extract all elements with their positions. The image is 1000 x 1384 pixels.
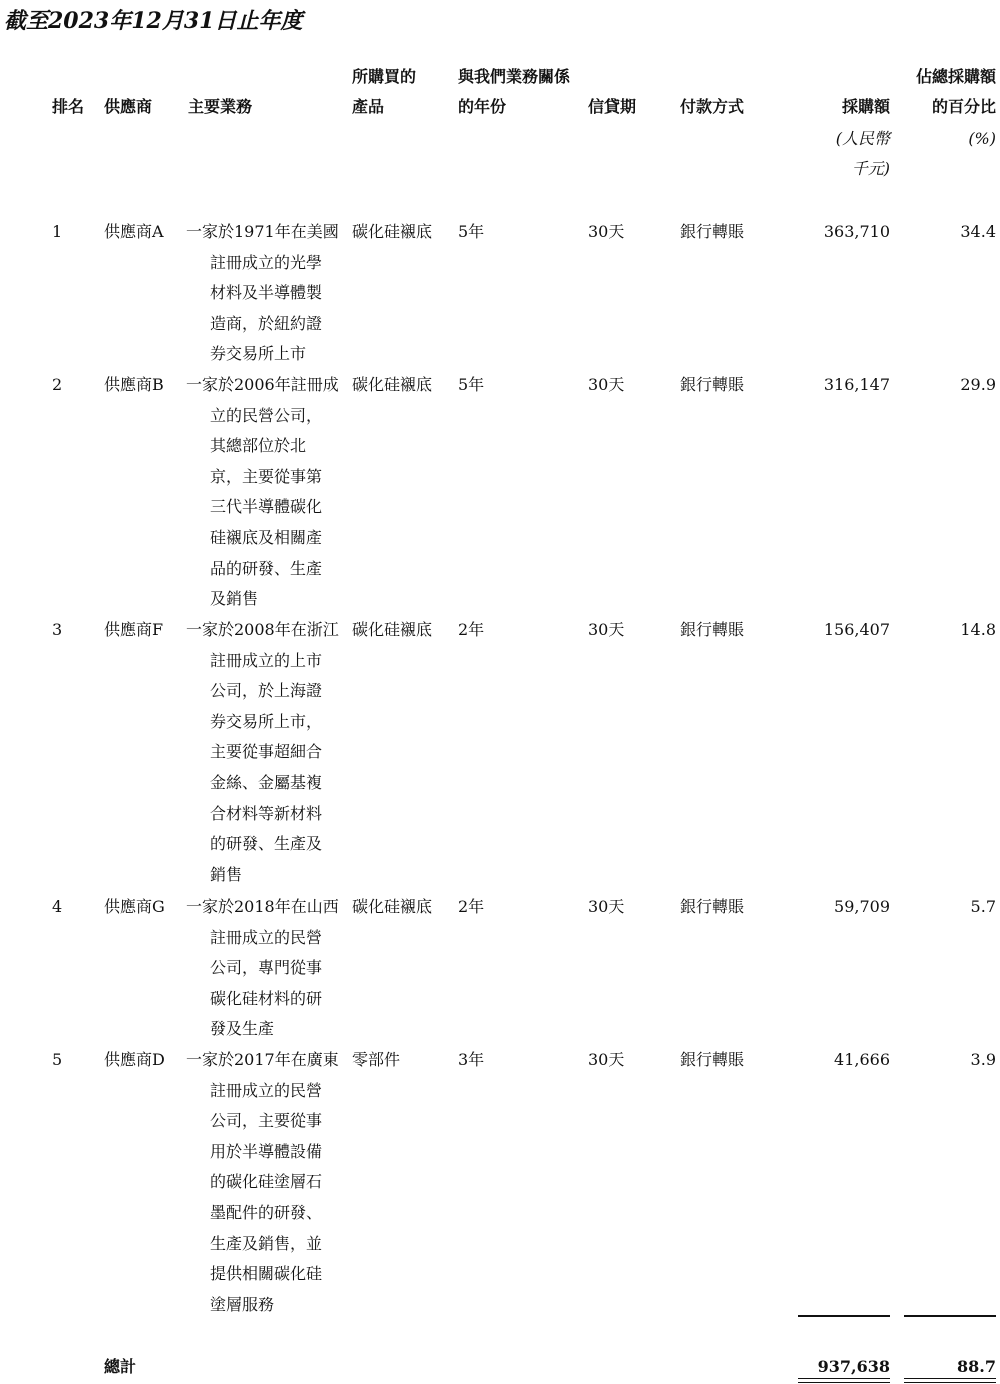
amount-cell: 41,666 xyxy=(834,1050,890,1069)
amount-cell: 156,407 xyxy=(823,620,890,639)
header-years-line2: 的年份 xyxy=(458,97,507,116)
total-label: 總計 xyxy=(104,1357,137,1376)
page-title: 截至2023年12月31日止年度 xyxy=(4,8,303,34)
amount-cell: 363,710 xyxy=(823,222,890,241)
payment-cell: 銀行轉賬 xyxy=(680,222,745,241)
business-line: 提供相關碳化硅 xyxy=(210,1264,323,1284)
business-line: 一家於2008年在浙江 xyxy=(186,620,339,639)
business-line: 生產及銷售，並 xyxy=(210,1233,323,1253)
header-amount-unit-line1: (人民幣 xyxy=(835,129,890,148)
header-business: 主要業務 xyxy=(188,97,253,116)
business-line: 品的研發、生產 xyxy=(210,558,323,578)
business-line: 註冊成立的民營 xyxy=(210,1080,323,1100)
business-line: 註冊成立的上市 xyxy=(210,650,323,670)
total-pct: 88.7 xyxy=(957,1357,996,1376)
business-line: 公司，專門從事 xyxy=(210,958,323,978)
payment-cell: 銀行轉賬 xyxy=(680,1050,745,1069)
business-line: 發及生產 xyxy=(210,1019,275,1039)
header-pct-unit: (%) xyxy=(968,129,996,148)
business-line: 註冊成立的光學 xyxy=(210,252,323,272)
pct-cell: 5.7 xyxy=(970,897,996,916)
business-line: 塗層服務 xyxy=(210,1294,275,1314)
total-amount: 937,638 xyxy=(817,1357,890,1376)
business-line: 一家於2017年在廣東 xyxy=(186,1050,339,1069)
credit-cell: 30天 xyxy=(588,620,625,639)
business-line: 合材料等新材料 xyxy=(210,803,323,823)
header-payment: 付款方式 xyxy=(680,97,745,116)
business-line: 主要從事超細合 xyxy=(210,742,323,762)
business-line: 墨配件的研發、 xyxy=(210,1202,323,1222)
header-rank: 排名 xyxy=(52,97,85,116)
header-supplier: 供應商 xyxy=(104,97,153,116)
payment-cell: 銀行轉賬 xyxy=(680,620,745,639)
rank-cell: 3 xyxy=(52,620,63,639)
business-line: 一家於2018年在山西 xyxy=(186,897,339,916)
business-line: 其總部位於北 xyxy=(210,436,307,456)
rank-cell: 2 xyxy=(52,375,63,394)
business-line: 材料及半導體製 xyxy=(210,283,323,303)
product-cell: 零部件 xyxy=(352,1050,401,1069)
business-cell xyxy=(186,370,346,615)
business-line: 券交易所上市 xyxy=(210,344,307,364)
header-amount: 採購額 xyxy=(841,97,890,116)
business-cell xyxy=(186,615,346,890)
header-credit: 信貸期 xyxy=(588,97,637,116)
business-line: 碳化硅材料的研 xyxy=(210,988,323,1008)
supplier-cell: 供應商B xyxy=(104,375,164,394)
business-cell xyxy=(186,217,346,370)
business-line: 的研發、生產及 xyxy=(210,834,323,854)
product-cell: 碳化硅襯底 xyxy=(352,375,433,394)
business-line: 及銷售 xyxy=(210,589,259,609)
supplier-cell: 供應商G xyxy=(104,897,165,916)
amount-cell: 316,147 xyxy=(823,375,890,394)
amount-cell: 59,709 xyxy=(834,897,890,916)
years-cell: 3年 xyxy=(458,1050,485,1069)
header-amount-unit-line2: 千元) xyxy=(851,159,890,178)
business-line: 金絲、金屬基複 xyxy=(210,772,323,792)
business-line: 硅襯底及相關產 xyxy=(210,527,323,547)
business-line: 的碳化硅塗層石 xyxy=(210,1172,323,1192)
business-line: 一家於2006年註冊成 xyxy=(186,375,339,394)
business-line: 京，主要從事第 xyxy=(210,466,323,486)
business-line: 銷售 xyxy=(210,864,243,884)
years-cell: 2年 xyxy=(458,897,485,916)
header-product-line1: 所購買的 xyxy=(352,67,417,86)
business-cell xyxy=(186,1045,346,1320)
credit-cell: 30天 xyxy=(588,222,625,241)
pct-cell: 14.8 xyxy=(960,620,996,639)
pct-subtotal-rule xyxy=(904,1315,996,1317)
business-line: 造商，於紐約證 xyxy=(210,313,323,333)
pct-double-rule xyxy=(904,1378,996,1383)
credit-cell: 30天 xyxy=(588,375,625,394)
business-line: 立的民營公司， xyxy=(210,405,323,425)
business-line: 一家於1971年在美國 xyxy=(186,222,339,241)
business-line: 券交易所上市， xyxy=(210,711,323,731)
amount-subtotal-rule xyxy=(798,1315,890,1317)
business-line: 公司，主要從事 xyxy=(210,1111,323,1131)
business-line: 註冊成立的民營 xyxy=(210,927,323,947)
credit-cell: 30天 xyxy=(588,1050,625,1069)
header-pct-line2: 的百分比 xyxy=(931,97,996,116)
business-line: 公司，於上海證 xyxy=(210,681,323,701)
pct-cell: 29.9 xyxy=(960,375,996,394)
supplier-cell: 供應商F xyxy=(104,620,164,639)
rank-cell: 4 xyxy=(52,897,63,916)
business-line: 用於半導體設備 xyxy=(210,1141,323,1161)
payment-cell: 銀行轉賬 xyxy=(680,375,745,394)
rank-cell: 5 xyxy=(52,1050,63,1069)
product-cell: 碳化硅襯底 xyxy=(352,897,433,916)
amount-double-rule xyxy=(798,1378,890,1383)
years-cell: 5年 xyxy=(458,222,485,241)
header-years-line1: 與我們業務關係 xyxy=(458,67,571,86)
rank-cell: 1 xyxy=(52,222,63,241)
credit-cell: 30天 xyxy=(588,897,625,916)
business-line: 三代半導體碳化 xyxy=(210,497,323,517)
product-cell: 碳化硅襯底 xyxy=(352,620,433,639)
header-pct-line1: 佔總採購額 xyxy=(915,67,996,86)
product-cell: 碳化硅襯底 xyxy=(352,222,433,241)
business-cell xyxy=(186,892,346,1045)
pct-cell: 34.4 xyxy=(960,222,996,241)
pct-cell: 3.9 xyxy=(970,1050,996,1069)
years-cell: 2年 xyxy=(458,620,485,639)
payment-cell: 銀行轉賬 xyxy=(680,897,745,916)
years-cell: 5年 xyxy=(458,375,485,394)
supplier-cell: 供應商A xyxy=(104,222,164,241)
header-product-line2: 產品 xyxy=(352,97,385,116)
supplier-cell: 供應商D xyxy=(104,1050,165,1069)
